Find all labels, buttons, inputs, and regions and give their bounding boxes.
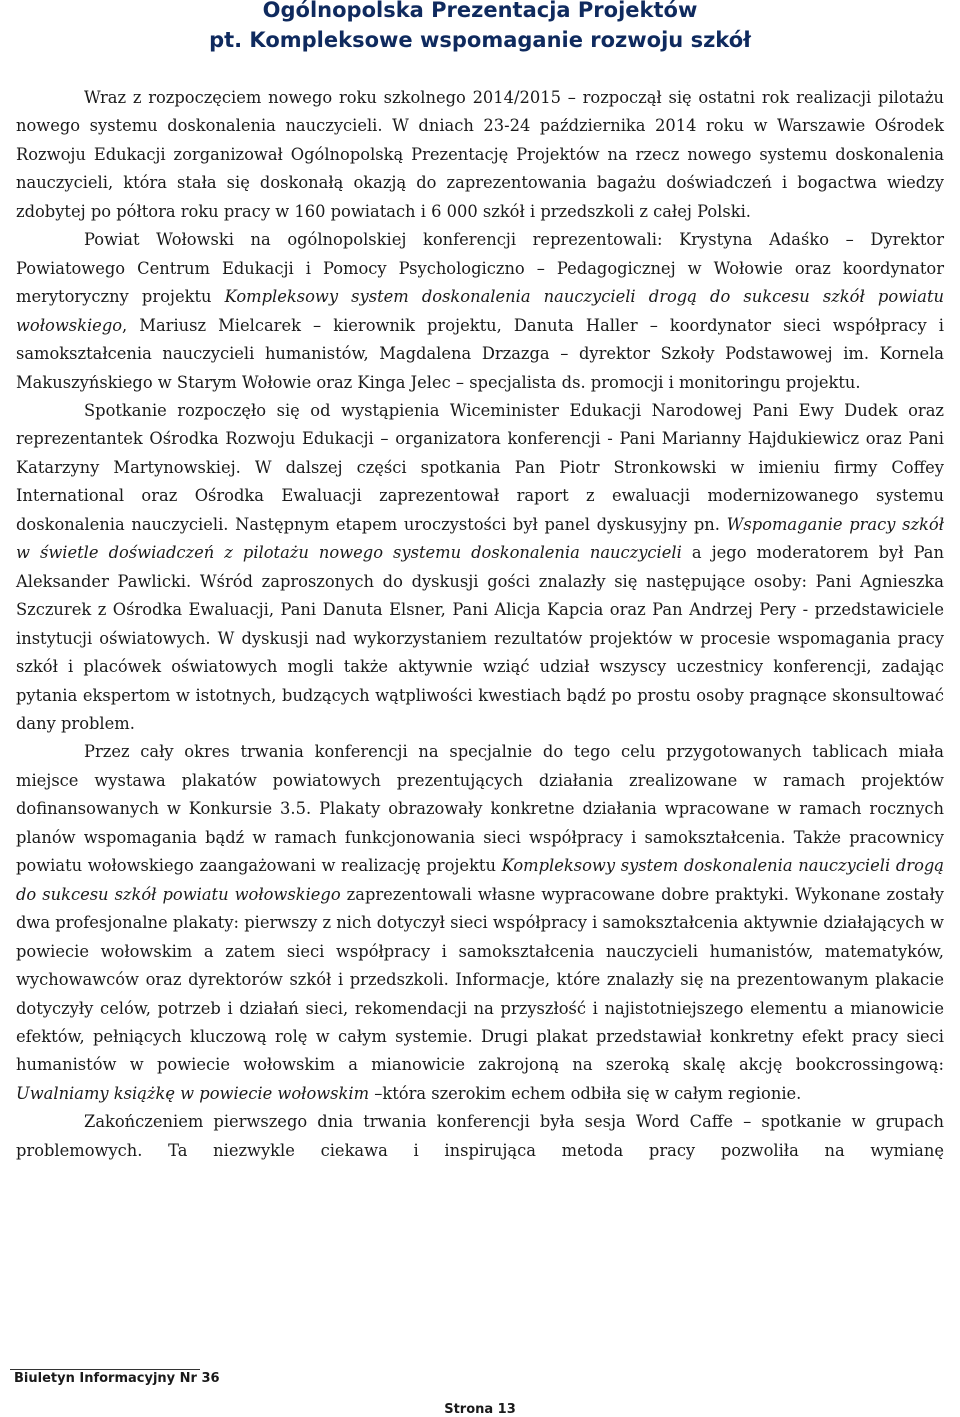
page-subtitle: pt. Kompleksowe wspomaganie rozwoju szkół [209, 28, 751, 52]
paragraph [16, 397, 944, 738]
paragraph-text: a jego moderatorem był Pan Aleksander Pawlicki. Wśród zaproszonych do dyskusji gości znalazły się następujące osoby: Pani Agnieszka Szczurek z Ośrodka Ewaluacji, Pani Danuta Elsner, Pani Alicja Kapcia oraz Pan Andrzej Pery - przedstawiciele instytucji oświatowych. W dyskusji nad wykorzystaniem rezultatów projektów w procesie wspomagania pracy szkół i placówek oświatowych mogli także aktywnie wziąć udział wszyscy uczestnicy konferencji, zadając pytania ekspertom w istotnych, budzących wątpliwości kwestiach bądź po prostu osoby pragnące skonsultować dany problem. [16, 543, 945, 733]
paragraph-text: Przez cały okres trwania konferencji na specjalnie do tego celu przygotowanych tablicach miała miejsce wystawa plakatów powiatowych prezentujących działania zrealizowane w ramach projektów dofinansowanych w Konkursie 3.5. Plakaty obrazowały konkretne działania wpracowane w ramach rocznych planów wspomagania bądź w ramach funkcjonowania sieci współpracy i samokształcenia. Także pracownicy powiatu wołowskiego zaangażowani w realizację projektu [16, 742, 944, 876]
page-title: Ogólnopolska Prezentacja Projektów [262, 0, 698, 22]
paragraph [16, 1108, 944, 1165]
paragraph-text: , Mariusz Mielcarek – kierownik projektu, Danuta Haller – koordynator sieci współpracy i samokształcenia nauczycieli humanistów, Magdalena Drzazga – dyrektor Szkoły Podstawowej im. Kornela Makuszyńskiego w Starym Wołowie oraz Kinga Jelec – specjalista ds. promocji i monitoringu projektu. [16, 315, 944, 392]
paragraph [16, 738, 944, 1108]
paragraph-text: zaprezentowali własne wypracowane dobre praktyki. Wykonane zostały dwa profesjonalne plakaty: pierwszy z nich dotyczył sieci współpracy i samokształcenia aktywnie działających w powiecie wołowskim a zatem sieci współpracy i samokształcenia nauczycieli humanistów, matematyków, wychowawców oraz dyrektorów szkół i przedszkoli. Informacje, które znalazły się na prezentowanym plakacie dotyczyły celów, potrzeb i działań sieci, rekomendacji na przyszłość i najistotniejszego elementu a mianowicie efektów, pełniących kluczową rolę w całym systemie. Drugi plakat przedstawiał konkretny efekt pracy sieci humanistów w powiecie wołowskim a mianowicie zakrojoną na szeroką skalę akcję bookcrossingową: [16, 884, 944, 1075]
paragraph-text: Spotkanie rozpoczęło się od wystąpienia Wiceminister Edukacji Narodowej Pani Ewy Dudek oraz reprezentantek Ośrodka Rozwoju Edukacji – organizatora konferencji - Pani Marianny Hajdukiewicz oraz Pani Katarzyny Martynowskiej. W dalszej części spotkania Pan Piotr Stronkowski w imieniu firmy Coffey International oraz Ośrodka Ewaluacji zaprezentował raport z ewaluacji modernizowanego systemu doskonalenia nauczycieli. Następnym etapem uroczystości był panel dyskusyjny pn. [16, 400, 944, 534]
paragraph-text: Powiat Wołowski na ogólnopolskiej konferencji reprezentowali: Krystyna Adaśko – Dyrektor Powiatowego Centrum Edukacji i Pomocy Psychologiczno – Pedagogicznej w Wołowie oraz koordynator merytoryczny projektu [16, 230, 944, 307]
paragraph [16, 226, 944, 397]
italic-title-text: Kompleksowy system doskonalenia nauczycieli drogą do sukcesu szkół powiatu wołowskiego [16, 287, 944, 335]
footer-bulletin-name: Biuletyn Informacyjny Nr 36 [14, 1371, 220, 1386]
paragraph-text: Wraz z rozpoczęciem nowego roku szkolnego 2014/2015 – rozpoczął się ostatni rok realizacji pilotażu nowego systemu doskonalenia nauczycieli. W dniach 23-24 października 2014 roku w Warszawie Ośrodek Rozwoju Edukacji zorganizował Ogólnopolską Prezentację Projektów na rzecz nowego systemu doskonalenia nauczycieli, która stała się doskonałą okazją do zaprezentowania bagażu doświadczeń i bogactwa wiedzy zdobytej po półtora roku pracy w 160 powiatach i 6 000 szkół i przedszkoli z całej Polski. [16, 88, 944, 221]
paragraph-text: –która szerokim echem odbiła się w całym regionie. [369, 1083, 802, 1103]
footer-divider [10, 1369, 200, 1370]
footer-page-number: Strona 13 [444, 1402, 516, 1417]
paragraph-text: Zakończeniem pierwszego dnia trwania konferencji była sesja Word Caffe – spotkanie w grupach problemowych. Ta niezwykle ciekawa i inspirująca metoda pracy pozwoliła na wymianę [16, 1112, 944, 1160]
italic-title-text: Wspomaganie pracy szkół w świetle doświadczeń z pilotażu nowego systemu doskonalenia nauczycieli [16, 514, 944, 563]
italic-title-text: Kompleksowy system doskonalenia nauczycieli drogą do sukcesu szkół powiatu wołowskiego [16, 856, 944, 904]
article-body [16, 84, 944, 1165]
italic-title-text: Uwalniamy książkę w powiecie wołowskim [16, 1083, 370, 1103]
paragraph [16, 84, 944, 226]
